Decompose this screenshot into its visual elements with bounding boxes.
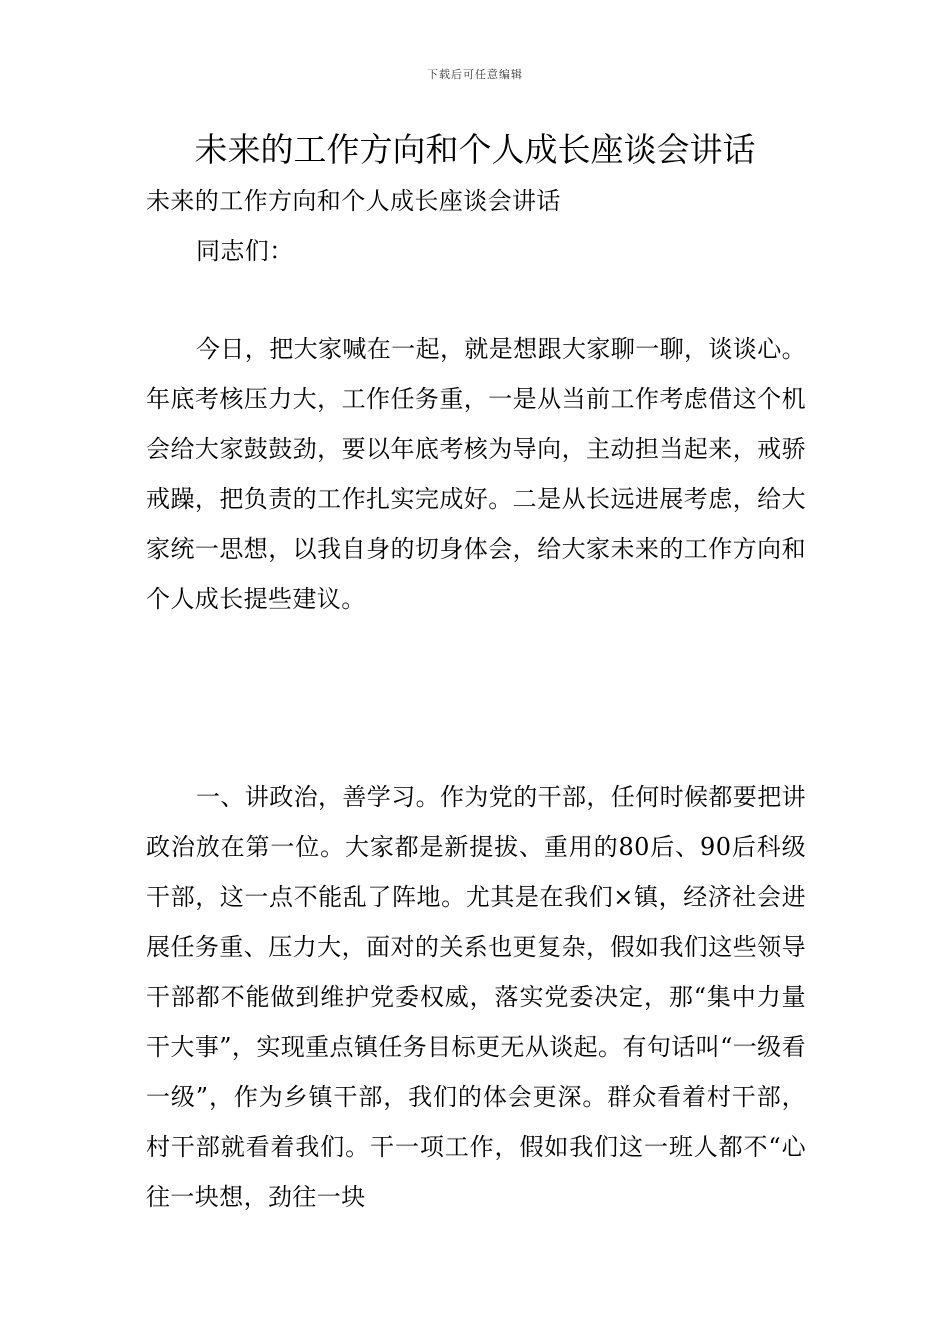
salutation: 同志们： (196, 237, 294, 265)
header-note: 下载后可任意编辑 (427, 68, 523, 81)
paragraph-intro: 今日，把大家喊在一起，就是想跟大家聊一聊，谈谈心。年底考核压力大，工作任务重，一是从当前工作考虑借这个机会给大家鼓鼓劲，要以年底考核为导向，主动担当起来，戒骄戒躁，把负责的工作扎实完成好。二是从长远进展考虑，给大家统一思想，以我自身的切身体会，给大家未来的工作方向和个人成长提些建议。 (146, 335, 806, 613)
document-subtitle: 未来的工作方向和个人成长座谈会讲话 (146, 187, 561, 215)
paragraph-section-one: 一、讲政治，善学习。作为党的干部，任何时候都要把讲政治放在第一位。大家都是新提拔、重用的80后、90后科级干部，这一点不能乱了阵地。尤其是在我们×镇，经济社会进展任务重、压力大，面对的关系也更复杂，假如我们这些领导干部都不能做到维护党委权威，落实党委决定，那“集中力量干大事”，实现重点镇任务目标更无从谈起。有句话叫“一级看一级”，作为乡镇干部，我们的体会更深。群众看着村干部，村干部就看着我们。干一项工作，假如我们这一班人都不“心往一块想，劲往一块 (146, 783, 806, 1211)
document-title: 未来的工作方向和个人成长座谈会讲话 (194, 130, 756, 169)
